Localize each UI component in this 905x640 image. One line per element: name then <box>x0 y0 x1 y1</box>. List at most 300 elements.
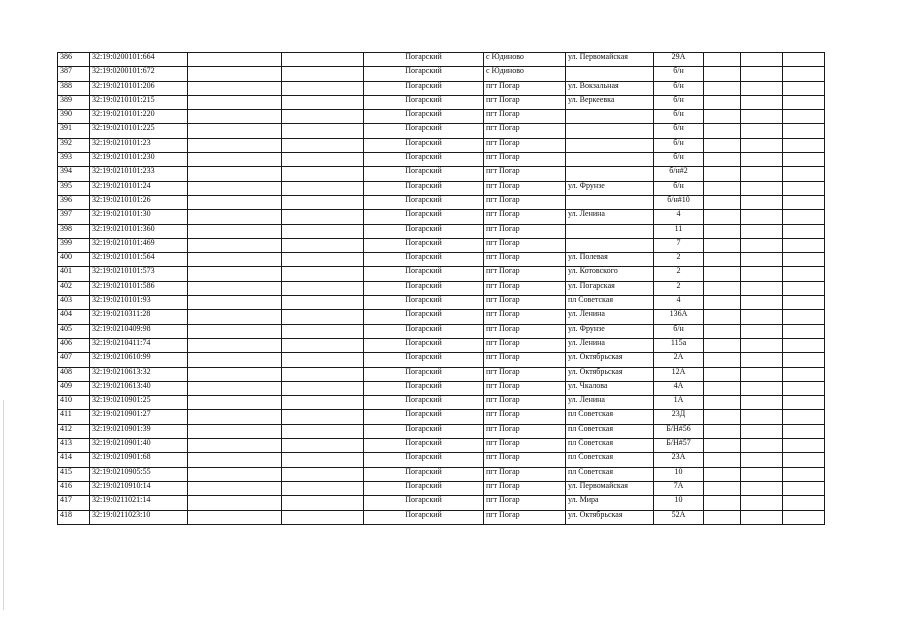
empty-cell <box>188 267 282 281</box>
street-cell: пл Советская <box>566 467 654 481</box>
table-row <box>58 181 825 195</box>
house-number-cell: б/н#10 <box>654 195 704 209</box>
empty-cell <box>704 167 741 181</box>
street-cell <box>566 67 654 81</box>
empty-cell <box>783 481 825 495</box>
empty-cell <box>783 510 825 524</box>
empty-cell <box>704 496 741 510</box>
empty-cell <box>704 310 741 324</box>
row-number-cell: 392 <box>58 138 90 152</box>
row-number-cell: 399 <box>58 238 90 252</box>
row-number-cell: 393 <box>58 153 90 167</box>
cadastral-number-cell: 32:19:0210101:230 <box>90 153 188 167</box>
district-cell: Погарский <box>364 310 484 324</box>
empty-cell <box>188 367 282 381</box>
district-cell: Погарский <box>364 467 484 481</box>
row-number-cell: 400 <box>58 253 90 267</box>
street-cell: ул. Погарская <box>566 281 654 295</box>
empty-cell <box>188 67 282 81</box>
cadastral-number-cell: 32:19:0210411:74 <box>90 338 188 352</box>
empty-cell <box>188 324 282 338</box>
locality-cell: пгт Погар <box>484 296 566 310</box>
street-cell: ул. Ленина <box>566 396 654 410</box>
empty-cell <box>704 67 741 81</box>
row-number-cell: 397 <box>58 210 90 224</box>
empty-cell <box>704 110 741 124</box>
empty-cell <box>188 353 282 367</box>
cadastral-number-cell: 32:19:0211023:10 <box>90 510 188 524</box>
scan-edge-mark <box>3 400 4 610</box>
table-row <box>58 110 825 124</box>
locality-cell: пгт Погар <box>484 353 566 367</box>
table-row <box>58 310 825 324</box>
table-row <box>58 296 825 310</box>
street-cell: ул. Вокзальная <box>566 81 654 95</box>
table-row <box>58 396 825 410</box>
empty-cell <box>188 81 282 95</box>
empty-cell <box>188 167 282 181</box>
cadastral-number-cell: 32:19:0210101:586 <box>90 281 188 295</box>
street-cell <box>566 195 654 209</box>
table-row <box>58 224 825 238</box>
row-number-cell: 395 <box>58 181 90 195</box>
cadastral-number-cell: 32:19:0210101:93 <box>90 296 188 310</box>
empty-cell <box>783 424 825 438</box>
table-row <box>58 353 825 367</box>
empty-cell <box>741 238 783 252</box>
locality-cell: пгт Погар <box>484 338 566 352</box>
street-cell: пл Советская <box>566 410 654 424</box>
row-number-cell: 408 <box>58 367 90 381</box>
empty-cell <box>188 124 282 138</box>
empty-cell <box>741 496 783 510</box>
district-cell: Погарский <box>364 153 484 167</box>
row-number-cell: 406 <box>58 338 90 352</box>
row-number-cell: 396 <box>58 195 90 209</box>
cadastral-number-cell: 32:19:0210101:30 <box>90 210 188 224</box>
empty-cell <box>188 138 282 152</box>
row-number-cell: 410 <box>58 396 90 410</box>
house-number-cell: 7 <box>654 238 704 252</box>
empty-cell <box>282 424 364 438</box>
empty-cell <box>704 138 741 152</box>
empty-cell <box>704 238 741 252</box>
cadastral-number-cell: 32:19:0200101:664 <box>90 53 188 67</box>
empty-cell <box>704 224 741 238</box>
empty-cell <box>188 253 282 267</box>
empty-cell <box>704 281 741 295</box>
row-number-cell: 390 <box>58 110 90 124</box>
empty-cell <box>741 324 783 338</box>
street-cell <box>566 153 654 167</box>
empty-cell <box>783 281 825 295</box>
row-number-cell: 414 <box>58 453 90 467</box>
empty-cell <box>783 453 825 467</box>
empty-cell <box>783 138 825 152</box>
empty-cell <box>741 453 783 467</box>
district-cell: Погарский <box>364 381 484 395</box>
house-number-cell: б/н <box>654 67 704 81</box>
house-number-cell: б/н <box>654 95 704 109</box>
empty-cell <box>783 467 825 481</box>
empty-cell <box>783 296 825 310</box>
house-number-cell: Б/Н#57 <box>654 439 704 453</box>
cadastral-number-cell: 32:19:0210901:39 <box>90 424 188 438</box>
empty-cell <box>704 324 741 338</box>
district-cell: Погарский <box>364 224 484 238</box>
street-cell: ул. Мира <box>566 496 654 510</box>
cadastral-number-cell: 32:19:0210901:27 <box>90 410 188 424</box>
row-number-cell: 398 <box>58 224 90 238</box>
district-cell: Погарский <box>364 510 484 524</box>
street-cell: ул. Полевая <box>566 253 654 267</box>
cadastral-number-cell: 32:19:0210901:68 <box>90 453 188 467</box>
street-cell: ул. Ленина <box>566 210 654 224</box>
cadastral-number-cell: 32:19:0210613:40 <box>90 381 188 395</box>
house-number-cell: 23Д <box>654 410 704 424</box>
locality-cell: пгт Погар <box>484 267 566 281</box>
locality-cell: пгт Погар <box>484 95 566 109</box>
empty-cell <box>741 181 783 195</box>
district-cell: Погарский <box>364 181 484 195</box>
street-cell <box>566 167 654 181</box>
empty-cell <box>741 167 783 181</box>
row-number-cell: 391 <box>58 124 90 138</box>
house-number-cell: 10 <box>654 467 704 481</box>
locality-cell: пгт Погар <box>484 381 566 395</box>
row-number-cell: 416 <box>58 481 90 495</box>
empty-cell <box>188 467 282 481</box>
cadastral-number-cell: 32:19:0210101:233 <box>90 167 188 181</box>
district-cell: Погарский <box>364 439 484 453</box>
empty-cell <box>741 110 783 124</box>
empty-cell <box>783 95 825 109</box>
cadastral-number-cell: 32:19:0210901:40 <box>90 439 188 453</box>
empty-cell <box>741 267 783 281</box>
row-number-cell: 407 <box>58 353 90 367</box>
empty-cell <box>282 181 364 195</box>
house-number-cell: 4А <box>654 381 704 395</box>
cadastral-number-cell: 32:19:0210101:23 <box>90 138 188 152</box>
house-number-cell: 2 <box>654 267 704 281</box>
empty-cell <box>741 467 783 481</box>
house-number-cell: 23А <box>654 453 704 467</box>
empty-cell <box>188 481 282 495</box>
empty-cell <box>741 195 783 209</box>
empty-cell <box>188 210 282 224</box>
table-row <box>58 510 825 524</box>
district-cell: Погарский <box>364 338 484 352</box>
table-row <box>58 67 825 81</box>
cadastral-number-cell: 32:19:0210101:26 <box>90 195 188 209</box>
empty-cell <box>741 310 783 324</box>
empty-cell <box>783 224 825 238</box>
row-number-cell: 394 <box>58 167 90 181</box>
street-cell: ул. Первомайская <box>566 481 654 495</box>
table-row <box>58 153 825 167</box>
empty-cell <box>188 410 282 424</box>
cadastral-number-cell: 32:19:0210101:225 <box>90 124 188 138</box>
locality-cell: с Юдиново <box>484 67 566 81</box>
cadastral-number-cell: 32:19:0210101:573 <box>90 267 188 281</box>
empty-cell <box>741 281 783 295</box>
empty-cell <box>282 224 364 238</box>
locality-cell: пгт Погар <box>484 167 566 181</box>
row-number-cell: 387 <box>58 67 90 81</box>
district-cell: Погарский <box>364 253 484 267</box>
district-cell: Погарский <box>364 95 484 109</box>
registry-body <box>58 53 825 525</box>
empty-cell <box>704 296 741 310</box>
house-number-cell: б/н <box>654 110 704 124</box>
cadastral-number-cell: 32:19:0210101:206 <box>90 81 188 95</box>
house-number-cell: б/н <box>654 124 704 138</box>
street-cell: ул. Первомайская <box>566 53 654 67</box>
empty-cell <box>188 110 282 124</box>
table-row <box>58 324 825 338</box>
locality-cell: пгт Погар <box>484 210 566 224</box>
row-number-cell: 418 <box>58 510 90 524</box>
street-cell <box>566 238 654 252</box>
empty-cell <box>783 410 825 424</box>
house-number-cell: 52А <box>654 510 704 524</box>
house-number-cell: 136А <box>654 310 704 324</box>
street-cell: ул. Октябрьская <box>566 367 654 381</box>
empty-cell <box>741 138 783 152</box>
cadastral-number-cell: 32:19:0210610:99 <box>90 353 188 367</box>
locality-cell: пгт Погар <box>484 281 566 295</box>
locality-cell: пгт Погар <box>484 410 566 424</box>
empty-cell <box>188 181 282 195</box>
empty-cell <box>704 467 741 481</box>
street-cell: пл Советская <box>566 296 654 310</box>
empty-cell <box>282 138 364 152</box>
empty-cell <box>282 238 364 252</box>
cadastral-number-cell: 32:19:0210905:55 <box>90 467 188 481</box>
locality-cell: пгт Погар <box>484 367 566 381</box>
empty-cell <box>783 195 825 209</box>
district-cell: Погарский <box>364 453 484 467</box>
empty-cell <box>783 238 825 252</box>
row-number-cell: 415 <box>58 467 90 481</box>
locality-cell: пгт Погар <box>484 510 566 524</box>
empty-cell <box>741 53 783 67</box>
empty-cell <box>704 153 741 167</box>
cadastral-number-cell: 32:19:0210613:32 <box>90 367 188 381</box>
street-cell: ул. Ленина <box>566 310 654 324</box>
empty-cell <box>704 124 741 138</box>
empty-cell <box>188 95 282 109</box>
street-cell <box>566 110 654 124</box>
table-row <box>58 253 825 267</box>
empty-cell <box>704 253 741 267</box>
table-row <box>58 53 825 67</box>
house-number-cell: Б/Н#56 <box>654 424 704 438</box>
locality-cell: пгт Погар <box>484 124 566 138</box>
house-number-cell: б/н#2 <box>654 167 704 181</box>
row-number-cell: 388 <box>58 81 90 95</box>
district-cell: Погарский <box>364 367 484 381</box>
locality-cell: пгт Погар <box>484 110 566 124</box>
table-row <box>58 481 825 495</box>
house-number-cell: б/н <box>654 181 704 195</box>
district-cell: Погарский <box>364 410 484 424</box>
street-cell: ул. Октябрьская <box>566 510 654 524</box>
empty-cell <box>741 253 783 267</box>
house-number-cell: б/н <box>654 138 704 152</box>
street-cell: пл Советская <box>566 439 654 453</box>
empty-cell <box>783 253 825 267</box>
cadastral-number-cell: 32:19:0210311:28 <box>90 310 188 324</box>
empty-cell <box>282 510 364 524</box>
empty-cell <box>282 396 364 410</box>
district-cell: Погарский <box>364 496 484 510</box>
empty-cell <box>783 210 825 224</box>
empty-cell <box>282 439 364 453</box>
table-row <box>58 453 825 467</box>
district-cell: Погарский <box>364 238 484 252</box>
street-cell: пл Советская <box>566 453 654 467</box>
empty-cell <box>783 396 825 410</box>
empty-cell <box>704 53 741 67</box>
empty-cell <box>282 453 364 467</box>
table-row <box>58 467 825 481</box>
district-cell: Погарский <box>364 210 484 224</box>
empty-cell <box>783 496 825 510</box>
empty-cell <box>783 439 825 453</box>
empty-cell <box>188 310 282 324</box>
cadastral-number-cell: 32:19:0210101:564 <box>90 253 188 267</box>
empty-cell <box>704 396 741 410</box>
empty-cell <box>188 381 282 395</box>
table-row <box>58 81 825 95</box>
house-number-cell: 1А <box>654 396 704 410</box>
row-number-cell: 401 <box>58 267 90 281</box>
street-cell: ул. Котовского <box>566 267 654 281</box>
empty-cell <box>282 267 364 281</box>
empty-cell <box>783 367 825 381</box>
empty-cell <box>188 496 282 510</box>
empty-cell <box>188 53 282 67</box>
empty-cell <box>704 510 741 524</box>
empty-cell <box>741 338 783 352</box>
empty-cell <box>704 210 741 224</box>
empty-cell <box>783 267 825 281</box>
district-cell: Погарский <box>364 138 484 152</box>
empty-cell <box>704 481 741 495</box>
empty-cell <box>282 281 364 295</box>
empty-cell <box>783 153 825 167</box>
empty-cell <box>704 267 741 281</box>
locality-cell: пгт Погар <box>484 453 566 467</box>
empty-cell <box>704 453 741 467</box>
house-number-cell: 2 <box>654 281 704 295</box>
empty-cell <box>188 338 282 352</box>
district-cell: Погарский <box>364 396 484 410</box>
row-number-cell: 417 <box>58 496 90 510</box>
empty-cell <box>282 338 364 352</box>
locality-cell: пгт Погар <box>484 424 566 438</box>
house-number-cell: 10 <box>654 496 704 510</box>
cadastral-number-cell: 32:19:0200101:672 <box>90 67 188 81</box>
locality-cell: пгт Погар <box>484 396 566 410</box>
house-number-cell: 115а <box>654 338 704 352</box>
empty-cell <box>704 81 741 95</box>
street-cell: ул. Ленина <box>566 338 654 352</box>
table-row <box>58 439 825 453</box>
street-cell <box>566 138 654 152</box>
table-row <box>58 496 825 510</box>
house-number-cell: б/н <box>654 324 704 338</box>
empty-cell <box>704 181 741 195</box>
empty-cell <box>704 338 741 352</box>
empty-cell <box>783 124 825 138</box>
locality-cell: пгт Погар <box>484 496 566 510</box>
district-cell: Погарский <box>364 424 484 438</box>
street-cell: ул. Фрунзе <box>566 181 654 195</box>
empty-cell <box>783 110 825 124</box>
row-number-cell: 405 <box>58 324 90 338</box>
empty-cell <box>741 396 783 410</box>
empty-cell <box>741 510 783 524</box>
empty-cell <box>188 153 282 167</box>
empty-cell <box>282 496 364 510</box>
empty-cell <box>741 210 783 224</box>
empty-cell <box>282 110 364 124</box>
property-registry-table <box>57 52 825 525</box>
empty-cell <box>282 296 364 310</box>
empty-cell <box>188 510 282 524</box>
locality-cell: пгт Погар <box>484 224 566 238</box>
empty-cell <box>783 181 825 195</box>
table-row <box>58 281 825 295</box>
house-number-cell: б/н <box>654 153 704 167</box>
empty-cell <box>783 167 825 181</box>
empty-cell <box>282 467 364 481</box>
row-number-cell: 409 <box>58 381 90 395</box>
cadastral-number-cell: 32:19:0210101:24 <box>90 181 188 195</box>
district-cell: Погарский <box>364 481 484 495</box>
empty-cell <box>282 210 364 224</box>
empty-cell <box>188 453 282 467</box>
row-number-cell: 386 <box>58 53 90 67</box>
district-cell: Погарский <box>364 296 484 310</box>
locality-cell: пгт Погар <box>484 439 566 453</box>
empty-cell <box>282 195 364 209</box>
locality-cell: пгт Погар <box>484 467 566 481</box>
empty-cell <box>188 238 282 252</box>
empty-cell <box>783 310 825 324</box>
row-number-cell: 411 <box>58 410 90 424</box>
house-number-cell: 2 <box>654 253 704 267</box>
empty-cell <box>783 53 825 67</box>
empty-cell <box>741 296 783 310</box>
empty-cell <box>282 95 364 109</box>
locality-cell: пгт Погар <box>484 310 566 324</box>
street-cell: ул. Чкалова <box>566 381 654 395</box>
locality-cell: пгт Погар <box>484 181 566 195</box>
table-row <box>58 381 825 395</box>
empty-cell <box>783 81 825 95</box>
empty-cell <box>704 410 741 424</box>
row-number-cell: 389 <box>58 95 90 109</box>
empty-cell <box>741 353 783 367</box>
cadastral-number-cell: 32:19:0211021:14 <box>90 496 188 510</box>
district-cell: Погарский <box>364 167 484 181</box>
empty-cell <box>282 81 364 95</box>
table-row <box>58 195 825 209</box>
street-cell: ул. Октябрьская <box>566 353 654 367</box>
